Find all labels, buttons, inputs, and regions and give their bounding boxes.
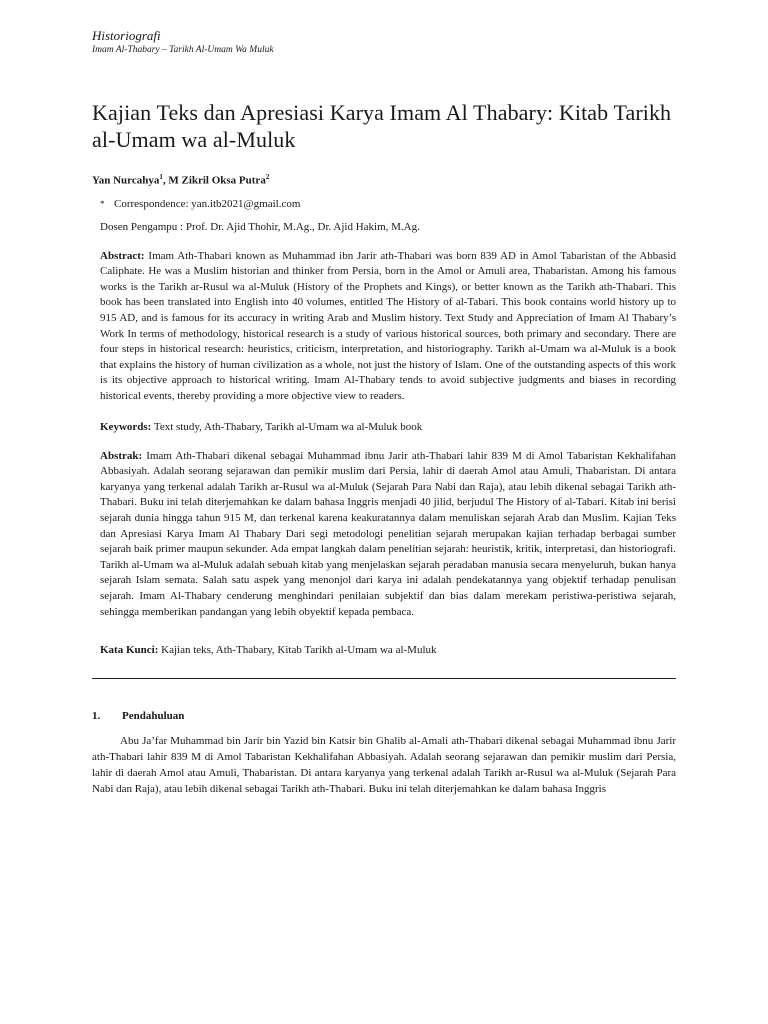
- affiliation-mark: 1: [159, 173, 163, 181]
- running-subtitle: Imam Al-Thabary – Tarikh Al-Umam Wa Muluk: [92, 45, 274, 55]
- author-name: M Zikril Oksa Putra: [168, 174, 266, 187]
- abstrak-text: Imam Ath-Thabari dikenal sebagai Muhammad ibnu Jarir ath-Thabari lahir 839 M di Amol Tabaristan Kekhalifahan Abbasiyah. Adalah seorang sejarawan dan pemikir muslim dari Persia, lahir di daerah Amol atau Amuli, Thabaristan. Di antara karyanya yang terkenal adalah Tarikh ar-Rusul wa al-Muluk (Sejarah Para Nabi dan Raja), atau lebih dikenal sebagai Tarikh ath-Thabari. Buku ini telah diterjemahkan ke dalam bahasa Inggris menjadi 40 jilid, berjudul The History of al-Tabari. Kitab ini berisi sejarah dunia hingga tahun 915 M, dan terkenal karena keakuratannya dalam menuliskan sejarah Arab dan Muslim. Kajian Teks dan Apresiasi Karya Imam Al Thabary Dari segi metodologi penelitian sejarah merupakan kajian terhadap berbagai sumber sejarah baik primer maupun sekunder. Ada empat langkah dalam penelitian sejarah: heuristik, kritik, interpretasi, dan historiografi. Tarikh al-Umam wa al-Muluk adalah sebuah kitab yang menjelaskan sejarah peradaban manusia secara menyeluruh, bukan hanya sejarah Islam semata. Salah satu aspek yang menonjol dari karya ini adalah pendekatannya yang objektif terhadap penulisan sejarah. Imam Al-Thabary cenderung menghindari penilaian subjektif dan bias dalam merekam peristiwa-peristiwa sejarah, sehingga memberikan pandangan yang lebih obyektif kepada pembaca.: [100, 449, 676, 618]
- abstrak-label: Abstrak:: [100, 449, 143, 462]
- running-header: [92, 0, 676, 56]
- correspondence-text: Correspondence: yan.itb2021@gmail.com: [114, 197, 301, 210]
- article-title: Kajian Teks dan Apresiasi Karya Imam Al Thabary: Kitab Tarikh al-Umam wa al-Muluk: [92, 100, 672, 152]
- intro-paragraph: Abu Ja’far Muhammad bin Jarir bin Yazid bin Katsir bin Ghalib al-Amali ath-Thabari dikenal sebagai Muhammad ibnu Jarir ath-Thabari lahir 839 M di Amol Tabaristan Kekhalifahan Abbasiyah. Adalah seorang sejarawan dan pemikir muslim dari Persia, lahir di daerah Amol atau Amuli, Thabaristan. Di antara karyanya yang terkenal adalah Tarikh ar-Rusul wa al-Muluk (Sejarah Para Nabi dan Raja), atau lebih dikenal sebagai Tarikh ath-Thabari. Buku ini telah diterjemahkan ke dalam bahasa Inggris: [92, 735, 676, 795]
- section-heading: [92, 709, 676, 723]
- abstract-english: [92, 249, 676, 405]
- correspondence-line: [92, 197, 676, 211]
- abstract-text: Imam Ath-Thabari known as Muhammad ibn Jarir ath-Thabari was born 839 AD in Amol Tabaristan of the Abbasid Caliphate. He was a Muslim historian and thinker from Persia, born in the Amol or Amuli area, Thabaristan. Among his famous works is the Tarikh ar-Rusul wa al-Muluk (History of the Prophets and Kings), or better known as the Tarikh ath-Thabari. This book has been translated into English into 40 volumes, entitled The History of al-Tabari. This book contains world history up to 915 AD, and is famous for its accuracy in writing Arab and Muslim history. Text Study and Appreciation of Imam Al Thabary’s Work In terms of methodology, historical research is a study of various historical sources, both primary and secondary. There are four steps in historical research: heuristics, criticism, interpretation, and historiography. Tarikh al-Umam wa al-Muluk is a book that explains the history of human civilization as a whole, not just the history of Islam. One of the outstanding aspects of this work is its objective approach to historical writing. Imam Al-Thabary tends to avoid subjective judgments and biases in recording historical events, thereby providing a more objective view to readers.: [100, 249, 676, 402]
- kata-kunci-label: Kata Kunci:: [100, 644, 159, 657]
- section-number: 1.: [92, 710, 101, 723]
- section-title: Pendahuluan: [122, 710, 185, 723]
- keywords-label: Keywords:: [100, 420, 152, 433]
- keywords-text: Text study, Ath-Thabary, Tarikh al-Umam wa al-Muluk book: [153, 420, 423, 433]
- author-name: Yan Nurcahya: [92, 174, 160, 187]
- section-divider: [92, 678, 676, 679]
- lecturer-line: Dosen Pengampu : Prof. Dr. Ajid Thohir, M.Ag., Dr. Ajid Hakim, M.Ag.: [100, 220, 420, 233]
- abstract-label: Abstract:: [100, 249, 145, 262]
- affiliation-mark: 2: [265, 173, 270, 181]
- author-line: [92, 170, 676, 188]
- author-separator: ,: [162, 174, 169, 187]
- kata-kunci-text: Kajian teks, Ath-Thabary, Kitab Tarikh al-Umam wa al-Muluk: [161, 644, 437, 657]
- keywords-indonesian: [92, 643, 676, 657]
- asterisk-mark: *: [100, 198, 105, 209]
- journal-name: Historiografi: [92, 28, 161, 43]
- keywords-english: [92, 420, 676, 434]
- abstract-indonesian: [92, 449, 676, 621]
